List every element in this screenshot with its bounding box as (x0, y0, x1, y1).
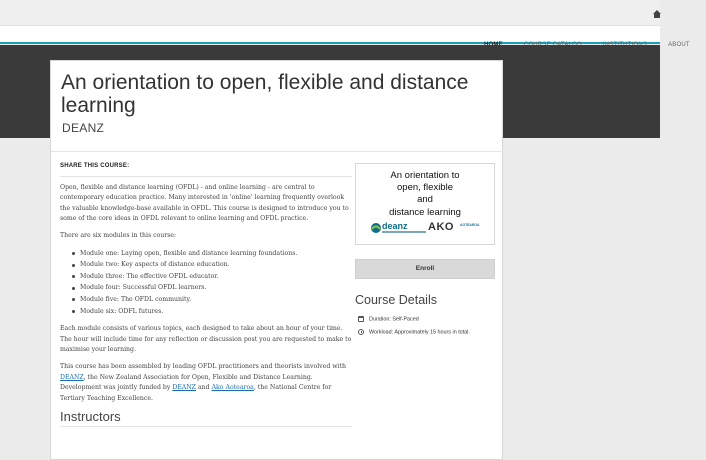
instructors-heading: Instructors (60, 412, 352, 427)
list-item: Module three: The effective OFDL educator. (72, 271, 352, 283)
workload-text: Workload: Approximately 15 hours in total. (369, 329, 470, 336)
main-nav (0, 26, 690, 48)
ako-logo-text: AKO (428, 221, 454, 233)
deanz-tagline-mark (382, 231, 426, 233)
deanz-link-1[interactable]: DEANZ (60, 373, 84, 381)
clock-icon (358, 329, 364, 335)
list-item: Module two: Key aspects of distance education. (72, 259, 352, 271)
deanz-link-2[interactable]: DEANZ (172, 384, 196, 392)
assembled-paragraph (60, 362, 352, 404)
duration-row (358, 316, 419, 322)
deanz-swirl-icon (370, 222, 382, 234)
topics-paragraph: Each module consists of various topics, each designed to take about an hour of your time. The hour will include time for any reflection or discussion post you are requested to make to maximise your learning. (60, 325, 352, 354)
course-image (355, 163, 495, 245)
list-item: Module six: ODFL futures. (72, 306, 352, 318)
assembled-text-1: This course has been assembled by leading OFDL practitioners and theorists involved with (60, 362, 346, 370)
list-item: Module one: Laying open, flexible and distance learning foundations. (72, 248, 352, 260)
module-list (72, 248, 352, 318)
nav-about[interactable]: ABOUT (668, 42, 690, 48)
course-image-title (356, 170, 494, 219)
assembled-text-3: and (195, 384, 212, 392)
calendar-icon (358, 316, 364, 322)
deanz-logo-text: deanz (382, 221, 408, 231)
ako-aotearoa-link[interactable]: Ako Aotearoa (211, 384, 254, 392)
home-icon[interactable] (653, 10, 660, 17)
workload-row (358, 329, 470, 335)
modules-intro: There are six modules in this course: (60, 231, 177, 239)
intro-paragraph: Open, flexible and distance learning (OFDL) - and online learning - are central to contemporary education practice. Many interested in 'online' learning frequently overlook the valuable knowledge-base available in OFDL. This course is designed to introduce you to some of the core ideas in OFDL relevant to online learning and OFDL practice. (60, 183, 349, 223)
duration-text: Duration: Self-Paced (369, 316, 419, 323)
course-title: An orientation to open, flexible and distance learning (61, 71, 469, 117)
ako-logo (428, 221, 490, 237)
deanz-logo (370, 221, 426, 237)
list-item: Module four: Successful OFDL learners. (72, 282, 352, 294)
course-org: DEANZ (62, 121, 105, 135)
image-title-line: open, flexible (397, 182, 453, 194)
top-bar (0, 0, 660, 26)
ako-sub-line: AOTEAROA (460, 223, 480, 227)
header-divider (51, 151, 504, 152)
assembled-text-2: , the New Zealand Association for Open, Flexible and Distance Learning. Development was jointly funded by (60, 373, 313, 392)
list-item: Module five: The OFDL community. (72, 294, 352, 306)
course-card (50, 60, 503, 460)
course-details-heading: Course Details (355, 293, 437, 307)
image-title-line: An orientation to (390, 170, 460, 181)
course-description (60, 161, 352, 427)
image-title-line: and (417, 194, 433, 206)
assembled-text-4: , the National Centre for Tertiary Teaching Excellence. (60, 384, 332, 402)
ako-logo-sub (460, 224, 479, 228)
image-title-line: distance learning (389, 206, 461, 218)
share-label: SHARE THIS COURSE: (60, 161, 352, 177)
enroll-button[interactable]: Enroll (355, 259, 495, 279)
